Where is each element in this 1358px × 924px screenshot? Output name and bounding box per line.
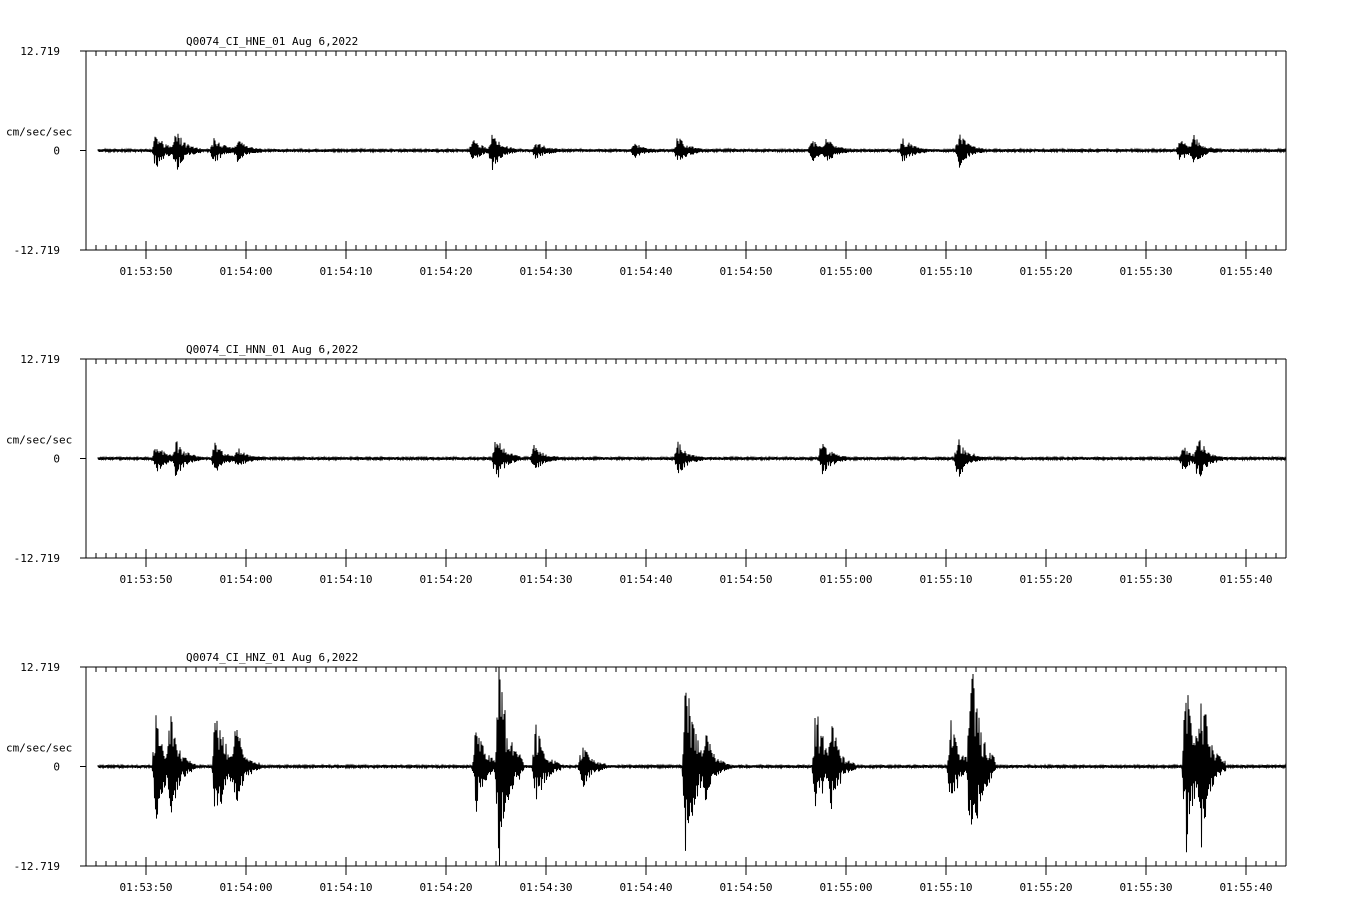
y-tick-label-zero: 0 — [53, 452, 60, 466]
x-tick-label: 01:55:00 — [819, 573, 873, 586]
y-tick-label-max: 12.719 — [20, 661, 60, 674]
y-tick-label-max: 12.719 — [20, 353, 60, 366]
x-tick-label: 01:55:40 — [1219, 573, 1273, 586]
panel-title: Q0074_CI_HNE_01 Aug 6,2022 — [186, 35, 359, 48]
x-tick-label: 01:55:30 — [1119, 881, 1173, 894]
x-tick-label: 01:54:30 — [519, 881, 573, 894]
x-tick-label: 01:54:40 — [619, 881, 673, 894]
x-tick-label: 01:55:10 — [919, 573, 973, 586]
x-tick-label: 01:55:40 — [1219, 265, 1273, 278]
x-tick-label: 01:54:10 — [319, 881, 373, 894]
y-tick-label-max: 12.719 — [20, 45, 60, 58]
x-tick-label: 01:54:00 — [219, 573, 273, 586]
x-tick-label: 01:54:20 — [419, 573, 473, 586]
y-axis-label: cm/sec/sec — [6, 433, 73, 447]
x-tick-label: 01:54:00 — [219, 265, 273, 278]
waveform-trace — [98, 134, 1286, 170]
x-tick-label: 01:55:00 — [819, 881, 873, 894]
x-tick-label: 01:55:20 — [1019, 265, 1073, 278]
x-tick-label: 01:54:20 — [419, 881, 473, 894]
x-tick-label: 01:54:50 — [719, 881, 773, 894]
x-tick-label: 01:54:30 — [519, 573, 573, 586]
y-tick-label-min: -12.719 — [13, 552, 60, 565]
x-tick-label: 01:53:50 — [119, 265, 173, 278]
x-tick-label: 01:55:00 — [819, 265, 873, 278]
x-tick-label: 01:55:10 — [919, 881, 973, 894]
x-tick-label: 01:54:10 — [319, 265, 373, 278]
x-tick-label: 01:54:40 — [619, 265, 673, 278]
y-axis-label: cm/sec/sec — [6, 741, 73, 755]
x-tick-label: 01:54:30 — [519, 265, 573, 278]
x-tick-label: 01:54:20 — [419, 265, 473, 278]
x-tick-label: 01:55:40 — [1219, 881, 1273, 894]
x-tick-label: 01:54:00 — [219, 881, 273, 894]
panel-title: Q0074_CI_HNN_01 Aug 6,2022 — [186, 343, 359, 356]
x-tick-label: 01:55:20 — [1019, 573, 1073, 586]
y-tick-label-min: -12.719 — [13, 244, 60, 257]
y-tick-label-zero: 0 — [53, 144, 60, 158]
x-tick-label: 01:54:50 — [719, 573, 773, 586]
x-tick-label: 01:55:30 — [1119, 265, 1173, 278]
x-tick-label: 01:53:50 — [119, 881, 173, 894]
x-tick-label: 01:54:10 — [319, 573, 373, 586]
x-tick-label: 01:54:50 — [719, 265, 773, 278]
x-tick-label: 01:54:40 — [619, 573, 673, 586]
x-tick-label: 01:55:10 — [919, 265, 973, 278]
y-tick-label-zero: 0 — [53, 760, 60, 774]
x-tick-label: 01:53:50 — [119, 573, 173, 586]
x-tick-label: 01:55:30 — [1119, 573, 1173, 586]
y-axis-label: cm/sec/sec — [6, 125, 73, 139]
y-tick-label-min: -12.719 — [13, 860, 60, 873]
panel-title: Q0074_CI_HNZ_01 Aug 6,2022 — [186, 651, 359, 664]
x-tick-label: 01:55:20 — [1019, 881, 1073, 894]
